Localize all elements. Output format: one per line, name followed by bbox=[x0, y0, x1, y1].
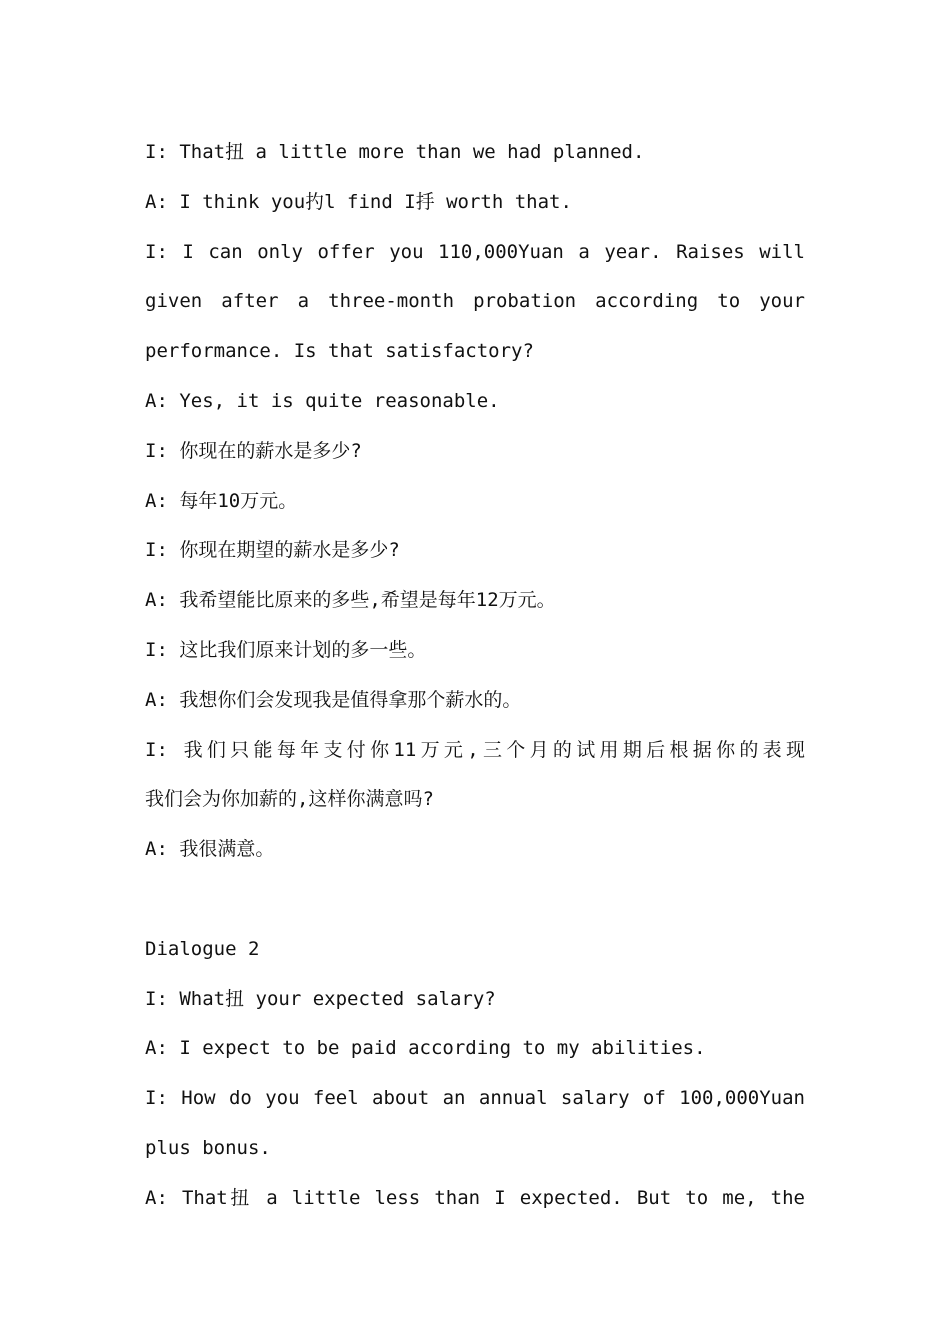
dialogue-line: 我们会为你加薪的,这样你满意吗? bbox=[145, 788, 434, 811]
dialogue-line: I: 我们只能每年支付你11万元,三个月的试用期后根据你的表现 bbox=[145, 738, 805, 761]
dialogue-line: A: I think you扚l find I抙 worth that. bbox=[145, 190, 572, 213]
dialogue-line: A: 我很满意。 bbox=[145, 838, 275, 861]
dialogue-line: plus bonus. bbox=[145, 1136, 271, 1159]
dialogue-line: performance. Is that satisfactory? bbox=[145, 340, 534, 363]
dialogue-line: I: That扭 a little more than we had planned. bbox=[145, 141, 645, 163]
dialogue-line: A: I expect to be paid according to my abilities. bbox=[145, 1037, 706, 1060]
dialogue-line: given after a three-month probation according to your bbox=[145, 290, 805, 313]
dialogue-line: A: 我希望能比原来的多些,希望是每年12万元。 bbox=[145, 589, 556, 612]
section-heading: Dialogue 2 bbox=[145, 937, 260, 960]
dialogue-text bbox=[145, 132, 805, 1228]
dialogue-line: A: That扭 a little less than I expected. But to me, the bbox=[145, 1186, 805, 1209]
dialogue-line: I: 你现在的薪水是多少? bbox=[145, 439, 362, 462]
dialogue-line: A: 每年10万元。 bbox=[145, 489, 298, 512]
dialogue-line: A: 我想你们会发现我是值得拿那个薪水的。 bbox=[145, 688, 522, 711]
dialogue-line: I: I can only offer you 110,000Yuan a year. Raises will bbox=[145, 240, 805, 263]
dialogue-line: I: What扭 your expected salary? bbox=[145, 987, 496, 1010]
blank-line bbox=[145, 879, 805, 929]
dialogue-line: I: 你现在期望的薪水是多少? bbox=[145, 539, 400, 562]
dialogue-line: I: How do you feel about an annual salary of 100,000Yuan bbox=[145, 1087, 805, 1110]
dialogue-line: A: Yes, it is quite reasonable. bbox=[145, 389, 500, 412]
dialogue-line: I: 这比我们原来计划的多一些。 bbox=[145, 638, 427, 661]
